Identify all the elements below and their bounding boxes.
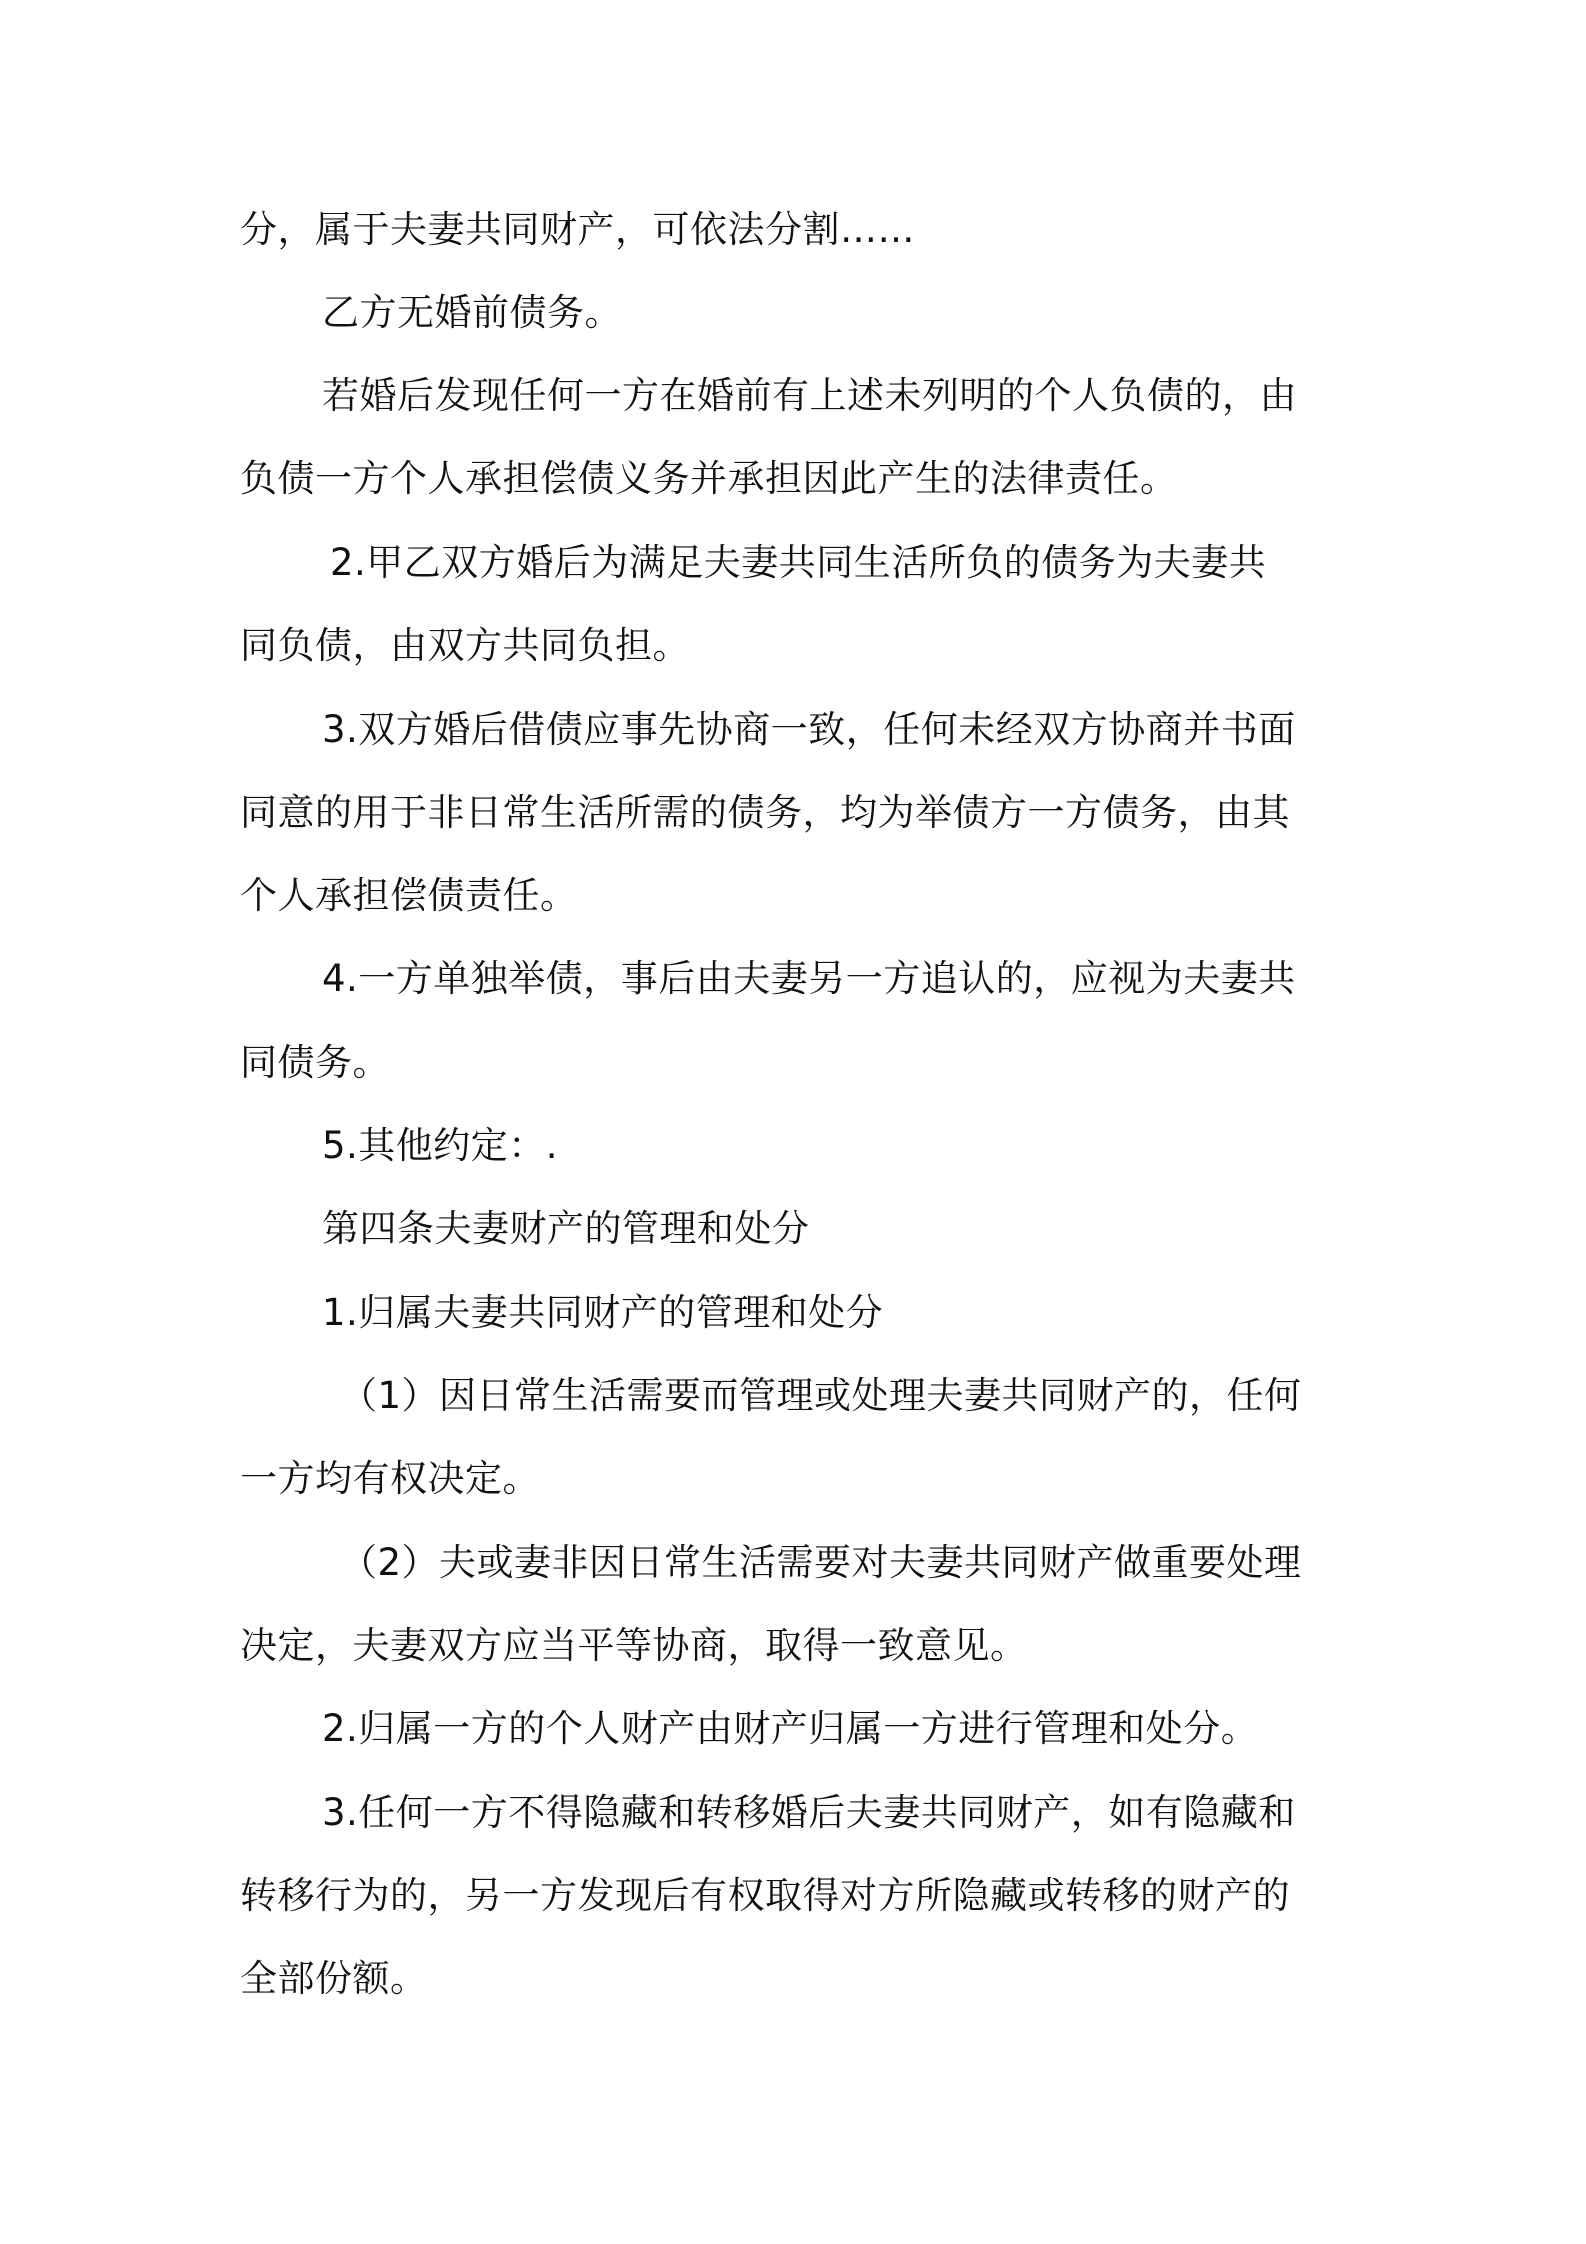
text-line: （2）夫或妻非因日常生活需要对夫妻共同财产做重要处理 xyxy=(340,1541,1302,1584)
text-line: 3.任何一方不得隐藏和转移婚后夫妻共同财产，如有隐藏和 xyxy=(322,1791,1296,1834)
text-line: 同负债，由双方共同负担。 xyxy=(240,624,690,667)
text-line: 转移行为的，另一方发现后有权取得对方所隐藏或转移的财产的 xyxy=(240,1874,1290,1917)
text-line: 2.归属一方的个人财产由财产归属一方进行管理和处分。 xyxy=(322,1707,1259,1750)
text-line: 同债务。 xyxy=(240,1041,390,1084)
text-line: 分，属于夫妻共同财产，可依法分割…… xyxy=(240,208,915,251)
text-line: 负债一方个人承担偿债义务并承担因此产生的法律责任。 xyxy=(240,457,1178,500)
text-line: 若婚后发现任何一方在婚前有上述未列明的个人负债的，由 xyxy=(322,374,1297,417)
text-line: 个人承担偿债责任。 xyxy=(240,874,578,917)
text-line: 2.甲乙双方婚后为满足夫妻共同生活所负的债务为夫妻共 xyxy=(330,541,1267,584)
text-line: 1.归属夫妻共同财产的管理和处分 xyxy=(322,1291,884,1334)
text-line: 乙方无婚前债务。 xyxy=(322,291,622,334)
text-line: 5.其他约定：. xyxy=(322,1124,559,1167)
text-line: 全部份额。 xyxy=(240,1957,428,2000)
text-line: 3.双方婚后借债应事先协商一致，任何未经双方协商并书面 xyxy=(322,708,1296,751)
section-heading: 第四条夫妻财产的管理和处分 xyxy=(322,1207,810,1250)
text-line: 决定，夫妻双方应当平等协商，取得一致意见。 xyxy=(240,1624,1028,1667)
text-line: （1）因日常生活需要而管理或处理夫妻共同财产的，任何 xyxy=(340,1374,1302,1417)
text-line: 4.一方单独举债，事后由夫妻另一方追认的，应视为夫妻共 xyxy=(322,957,1296,1000)
text-line: 同意的用于非日常生活所需的债务，均为举债方一方债务，由其 xyxy=(240,791,1290,834)
text-line: 一方均有权决定。 xyxy=(240,1457,540,1500)
